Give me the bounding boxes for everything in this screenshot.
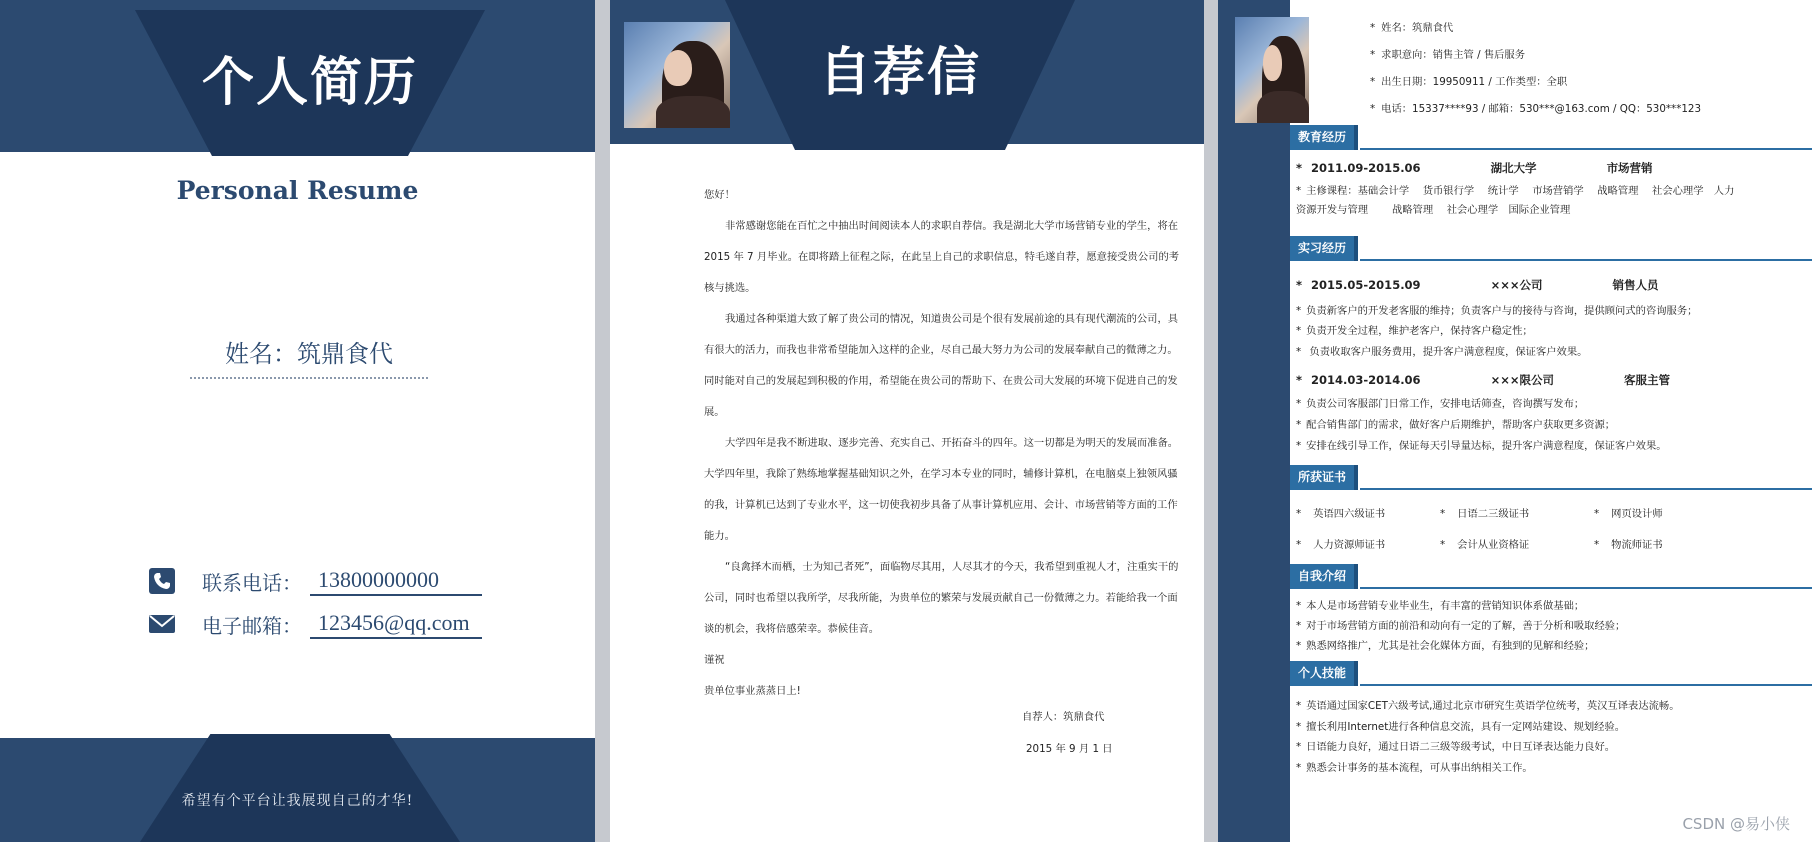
self-intro-item: * 熟悉网络推广，尤其是社会化媒体方面，有独到的见解和经验； xyxy=(1296,637,1594,652)
job-duty: * 负责开发全过程，维护老客户，保持客户稳定性； xyxy=(1296,322,1533,337)
letter-closing-wish: 贵单位事业蒸蒸日上! xyxy=(704,685,801,697)
certificate-item: * 网页设计师 xyxy=(1594,505,1663,520)
resume-photo xyxy=(1235,17,1309,123)
job-duty: * 配合销售部门的需求，做好客户后期维护，帮助客户获取更多资源； xyxy=(1296,416,1615,431)
certificate-item: * 日语二三级证书 xyxy=(1440,505,1529,520)
letter-title: 自荐信 xyxy=(818,43,981,103)
phone-value: 13800000000 xyxy=(310,567,482,596)
education-row xyxy=(1296,160,1653,176)
job-duty: * 负责公司客服部门日常工作，安排电话筛查，咨询撰写发布； xyxy=(1296,395,1584,410)
section-tab-education: 教育经历 xyxy=(1290,125,1354,150)
education-school: 湖北大学 xyxy=(1490,161,1537,175)
resume-page xyxy=(1218,0,1812,842)
resume-side-stripe xyxy=(1218,0,1290,842)
letter-paragraph: 大学四年是我不断进取、逐步完善、充实自己、开拓奋斗的四年。这一切都是为明天的发展而准备。大学四年里，我除了熟练地掌握基础知识之外，在学习本专业的同时，辅修计算机，在电脑桌上独领风骚的我，计算机已达到了专业水平，这一切使我初步具备了从事计算机应用、会计、市场营销等方面的工作能力。 xyxy=(704,437,1179,542)
certificate-item: * 英语四六级证书 xyxy=(1296,505,1385,520)
self-intro-item: * 对于市场营销方面的前沿和动向有一定的了解，善于分析和吸取经验； xyxy=(1296,617,1625,632)
internship-job-row xyxy=(1296,372,1670,388)
info-contact: * 电话：15337****93 / 邮箱：530***@163.com / QQ：530***123 xyxy=(1370,100,1701,127)
letter-signer: 自荐人：筑鼎食代 xyxy=(1022,711,1105,723)
skill-item: * 英语通过国家CET六级考试,通过北京市研究生英语学位统考，英汉互译表达流畅。 xyxy=(1296,697,1680,712)
csdn-watermark: CSDN @易小侠 xyxy=(1682,815,1790,833)
job-duty: * 负责新客户的开发老客服的维持；负责客户与的接待与咨询，提供顾问式的咨询服务； xyxy=(1296,302,1697,317)
education-courses-cont: 资源开发与管理 战略管理 社会心理学 国际企业管理 xyxy=(1296,204,1571,216)
info-birth: * 出生日期：19950911 / 工作类型：全职 xyxy=(1370,73,1701,100)
skill-item: * 日语能力良好，通过日语二三级等级考试，中日互译表达能力良好。 xyxy=(1296,738,1615,753)
letter-greeting: 您好！ xyxy=(704,189,735,201)
basic-info-list xyxy=(1370,19,1701,127)
education-major: 市场营销 xyxy=(1606,161,1653,175)
job-company: ×××公司 xyxy=(1490,278,1543,292)
phone-icon xyxy=(148,567,176,595)
skill-item: * 擅长利用Internet进行各种信息交流，具有一定网站建设、规划经验。 xyxy=(1296,718,1625,733)
certificate-item: * 物流师证书 xyxy=(1594,536,1663,551)
section-divider xyxy=(1360,587,1812,589)
section-divider xyxy=(1360,488,1812,490)
section-divider xyxy=(1360,684,1812,686)
section-tab-self-intro: 自我介绍 xyxy=(1290,564,1354,589)
job-duty: * 负责收取客户服务费用，提升客户满意程度，保证客户效果。 xyxy=(1296,343,1587,358)
letter-paragraph: 我通过各种渠道大致了解了贵公司的情况，知道贵公司是个很有发展前途的具有现代潮流的公司，具有很大的活力，而我也非常希望能加入这样的企业，尽自己最大努力为公司的发展奉献自己的微薄之力。同时能对自己的发展起到积极的作用，希望能在贵公司的帮助下、在贵公司大发展的环境下促进自己的发展。 xyxy=(704,313,1179,418)
letter-closing: 谨祝 xyxy=(704,654,725,666)
job-company: ×××限公司 xyxy=(1490,373,1554,387)
letter-paragraph: “良禽择木而栖，士为知己者死”，面临物尽其用，人尽其才的今天，我希望到重视人才，注重实干的公司，同时也希望以我所学，尽我所能，为贵单位的繁荣与发展贡献自己一份微薄之力。若能给我一个面谈的机会，我将倍感荣幸。恭候佳音。 xyxy=(704,561,1179,635)
cover-name: 姓名：筑鼎食代 xyxy=(190,334,428,379)
education-courses: * 主修课程：基础会计学 货币银行学 统计学 市场营销学 战略管理 社会心理学 人力 xyxy=(1296,182,1734,197)
info-name: * 姓名：筑鼎食代 xyxy=(1370,19,1701,46)
certificate-item: * 人力资源师证书 xyxy=(1296,536,1385,551)
skill-item: * 熟悉会计事务的基本流程，可从事出纳相关工作。 xyxy=(1296,759,1533,774)
cover-letter-page xyxy=(610,0,1204,842)
cover-subtitle: Personal Resume xyxy=(176,176,419,205)
info-objective: * 求职意向：销售主管 / 售后服务 xyxy=(1370,46,1701,73)
email-label: 电子邮箱： xyxy=(202,613,302,638)
contact-phone-row xyxy=(148,563,482,599)
section-tab-skills: 个人技能 xyxy=(1290,661,1354,686)
section-tab-certificates: 所获证书 xyxy=(1290,465,1354,490)
letter-paragraph: 非常感谢您能在百忙之中抽出时间阅读本人的求职自荐信。我是湖北大学市场营销专业的学生，将在 2015 年 7 月毕业。在即将踏上征程之际，在此呈上自己的求职信息，特毛遂自荐，愿意接受贵公司的考核与挑选。 xyxy=(704,220,1180,294)
job-period: 2014.03-2014.06 xyxy=(1311,373,1421,387)
job-role: 客服主管 xyxy=(1623,373,1670,387)
internship-job-row xyxy=(1296,277,1658,293)
contact-email-row xyxy=(148,606,482,642)
section-divider xyxy=(1360,148,1812,150)
education-period: 2011.09-2015.06 xyxy=(1311,161,1421,175)
letter-body xyxy=(704,180,1180,707)
profile-photo xyxy=(624,22,730,128)
mail-icon xyxy=(148,610,176,638)
cover-page xyxy=(0,0,595,842)
cover-title: 个人简历 xyxy=(201,53,418,113)
email-value: 123456@qq.com xyxy=(310,610,482,639)
certificate-item: * 会计从业资格证 xyxy=(1440,536,1529,551)
phone-label: 联系电话： xyxy=(202,570,302,595)
section-divider xyxy=(1360,259,1812,261)
self-intro-item: * 本人是市场营销专业毕业生，有丰富的营销知识体系做基础； xyxy=(1296,597,1584,612)
letter-date: 2015 年 9 月 1 日 xyxy=(1026,743,1113,755)
job-duty: * 安排在线引导工作，保证每天引导量达标，提升客户满意程度，保证客户效果。 xyxy=(1296,437,1667,452)
section-tab-internship: 实习经历 xyxy=(1290,236,1354,261)
cover-slogan: 希望有个平台让我展现自己的才华! xyxy=(181,793,414,809)
job-period: 2015.05-2015.09 xyxy=(1311,278,1421,292)
job-role: 销售人员 xyxy=(1612,278,1659,292)
